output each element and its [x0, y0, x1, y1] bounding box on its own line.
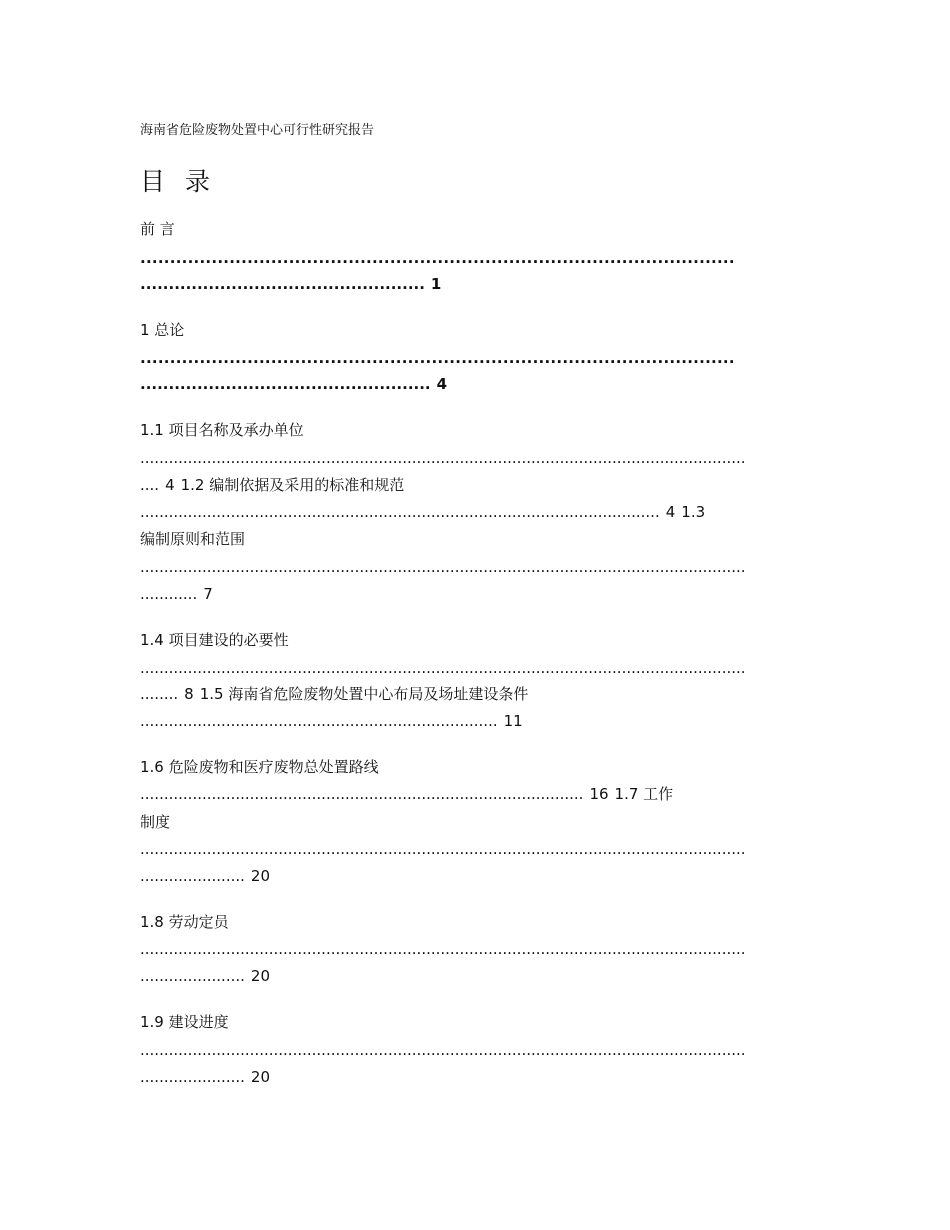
- toc-entry-leader-line: [140, 374, 447, 394]
- toc-leader: ......................: [140, 967, 245, 985]
- toc-entry-label-cont: 编制原则和范围: [140, 530, 246, 548]
- toc-page-number: 11: [503, 712, 523, 730]
- toc-leader: ...................................................: [140, 375, 431, 393]
- toc-entry-leader-line: [140, 584, 213, 604]
- toc-entry-leader-line: [140, 784, 673, 804]
- toc-entry-label: 1.7 工作: [614, 785, 674, 803]
- toc-leader: ...............................................................................................................................: [140, 449, 746, 467]
- toc-entry-label: 1.6 危险废物和医疗废物总处置路线: [140, 758, 379, 776]
- toc-page-number: 4: [665, 503, 676, 521]
- toc-leader: ...............................................................................................................................: [140, 840, 746, 858]
- toc-entry-label: 1.9 建设进度: [140, 1013, 229, 1031]
- toc-leader: ....................................................................................................: [140, 349, 735, 367]
- toc-page-number: 16: [589, 785, 609, 803]
- toc-entry-label: 1.4 项目建设的必要性: [140, 631, 289, 649]
- toc-entry-label: 1 总论: [140, 321, 185, 339]
- toc-entry-leader-line: [140, 502, 705, 522]
- toc-leader: ..................................................: [140, 275, 425, 293]
- toc-leader: ............: [140, 585, 198, 603]
- toc-entry-leader-line: [140, 866, 270, 886]
- toc-title: 目 录: [140, 167, 216, 196]
- toc-entry-leader-line: [140, 475, 404, 495]
- toc-page-number: 4: [165, 476, 175, 494]
- toc-leader: ......................: [140, 867, 245, 885]
- toc-page-number: 7: [203, 585, 213, 603]
- toc-entry-leader-line: [140, 684, 528, 704]
- toc-leader: .............................................................................................................: [140, 503, 660, 521]
- toc-entry-leader-line: [140, 711, 523, 731]
- toc-page-number: 20: [250, 867, 270, 885]
- toc-entry-label: 1.5 海南省危险废物处置中心布局及场址建设条件: [199, 685, 529, 703]
- toc-leader: ...........................................................................: [140, 712, 498, 730]
- toc-leader: ......................: [140, 1068, 245, 1086]
- toc-entry-label: 1.8 劳动定员: [140, 913, 229, 931]
- toc-entry-leader-line: [140, 966, 270, 986]
- toc-leader: ...............................................................................................................................: [140, 1041, 746, 1059]
- toc-entry-label: 1.3: [681, 503, 706, 521]
- toc-page-number: 8: [184, 685, 194, 703]
- toc-leader: ........: [140, 685, 179, 703]
- toc-leader: ...............................................................................................................................: [140, 558, 746, 576]
- toc-leader: ....................................................................................................: [140, 249, 735, 267]
- toc-leader: ...............................................................................................................................: [140, 940, 746, 958]
- toc-page-number: 1: [430, 275, 442, 293]
- toc-entry-leader-line: [140, 274, 441, 294]
- toc-page-number: 20: [250, 967, 270, 985]
- toc-page-number: 4: [436, 375, 448, 393]
- toc-entry-label: 前 言: [140, 220, 175, 238]
- toc-page-number: 20: [250, 1068, 270, 1086]
- toc-entry-label-cont: 制度: [140, 813, 171, 831]
- running-header: 海南省危险废物处置中心可行性研究报告: [140, 123, 375, 138]
- toc-entry-label: 1.2 编制依据及采用的标准和规范: [180, 476, 405, 494]
- toc-leader: ....: [140, 476, 160, 494]
- toc-leader: .............................................................................................: [140, 785, 584, 803]
- toc-entry-leader-line: [140, 1067, 270, 1087]
- toc-leader: ...............................................................................................................................: [140, 659, 746, 677]
- toc-entry-label: 1.1 项目名称及承办单位: [140, 421, 304, 439]
